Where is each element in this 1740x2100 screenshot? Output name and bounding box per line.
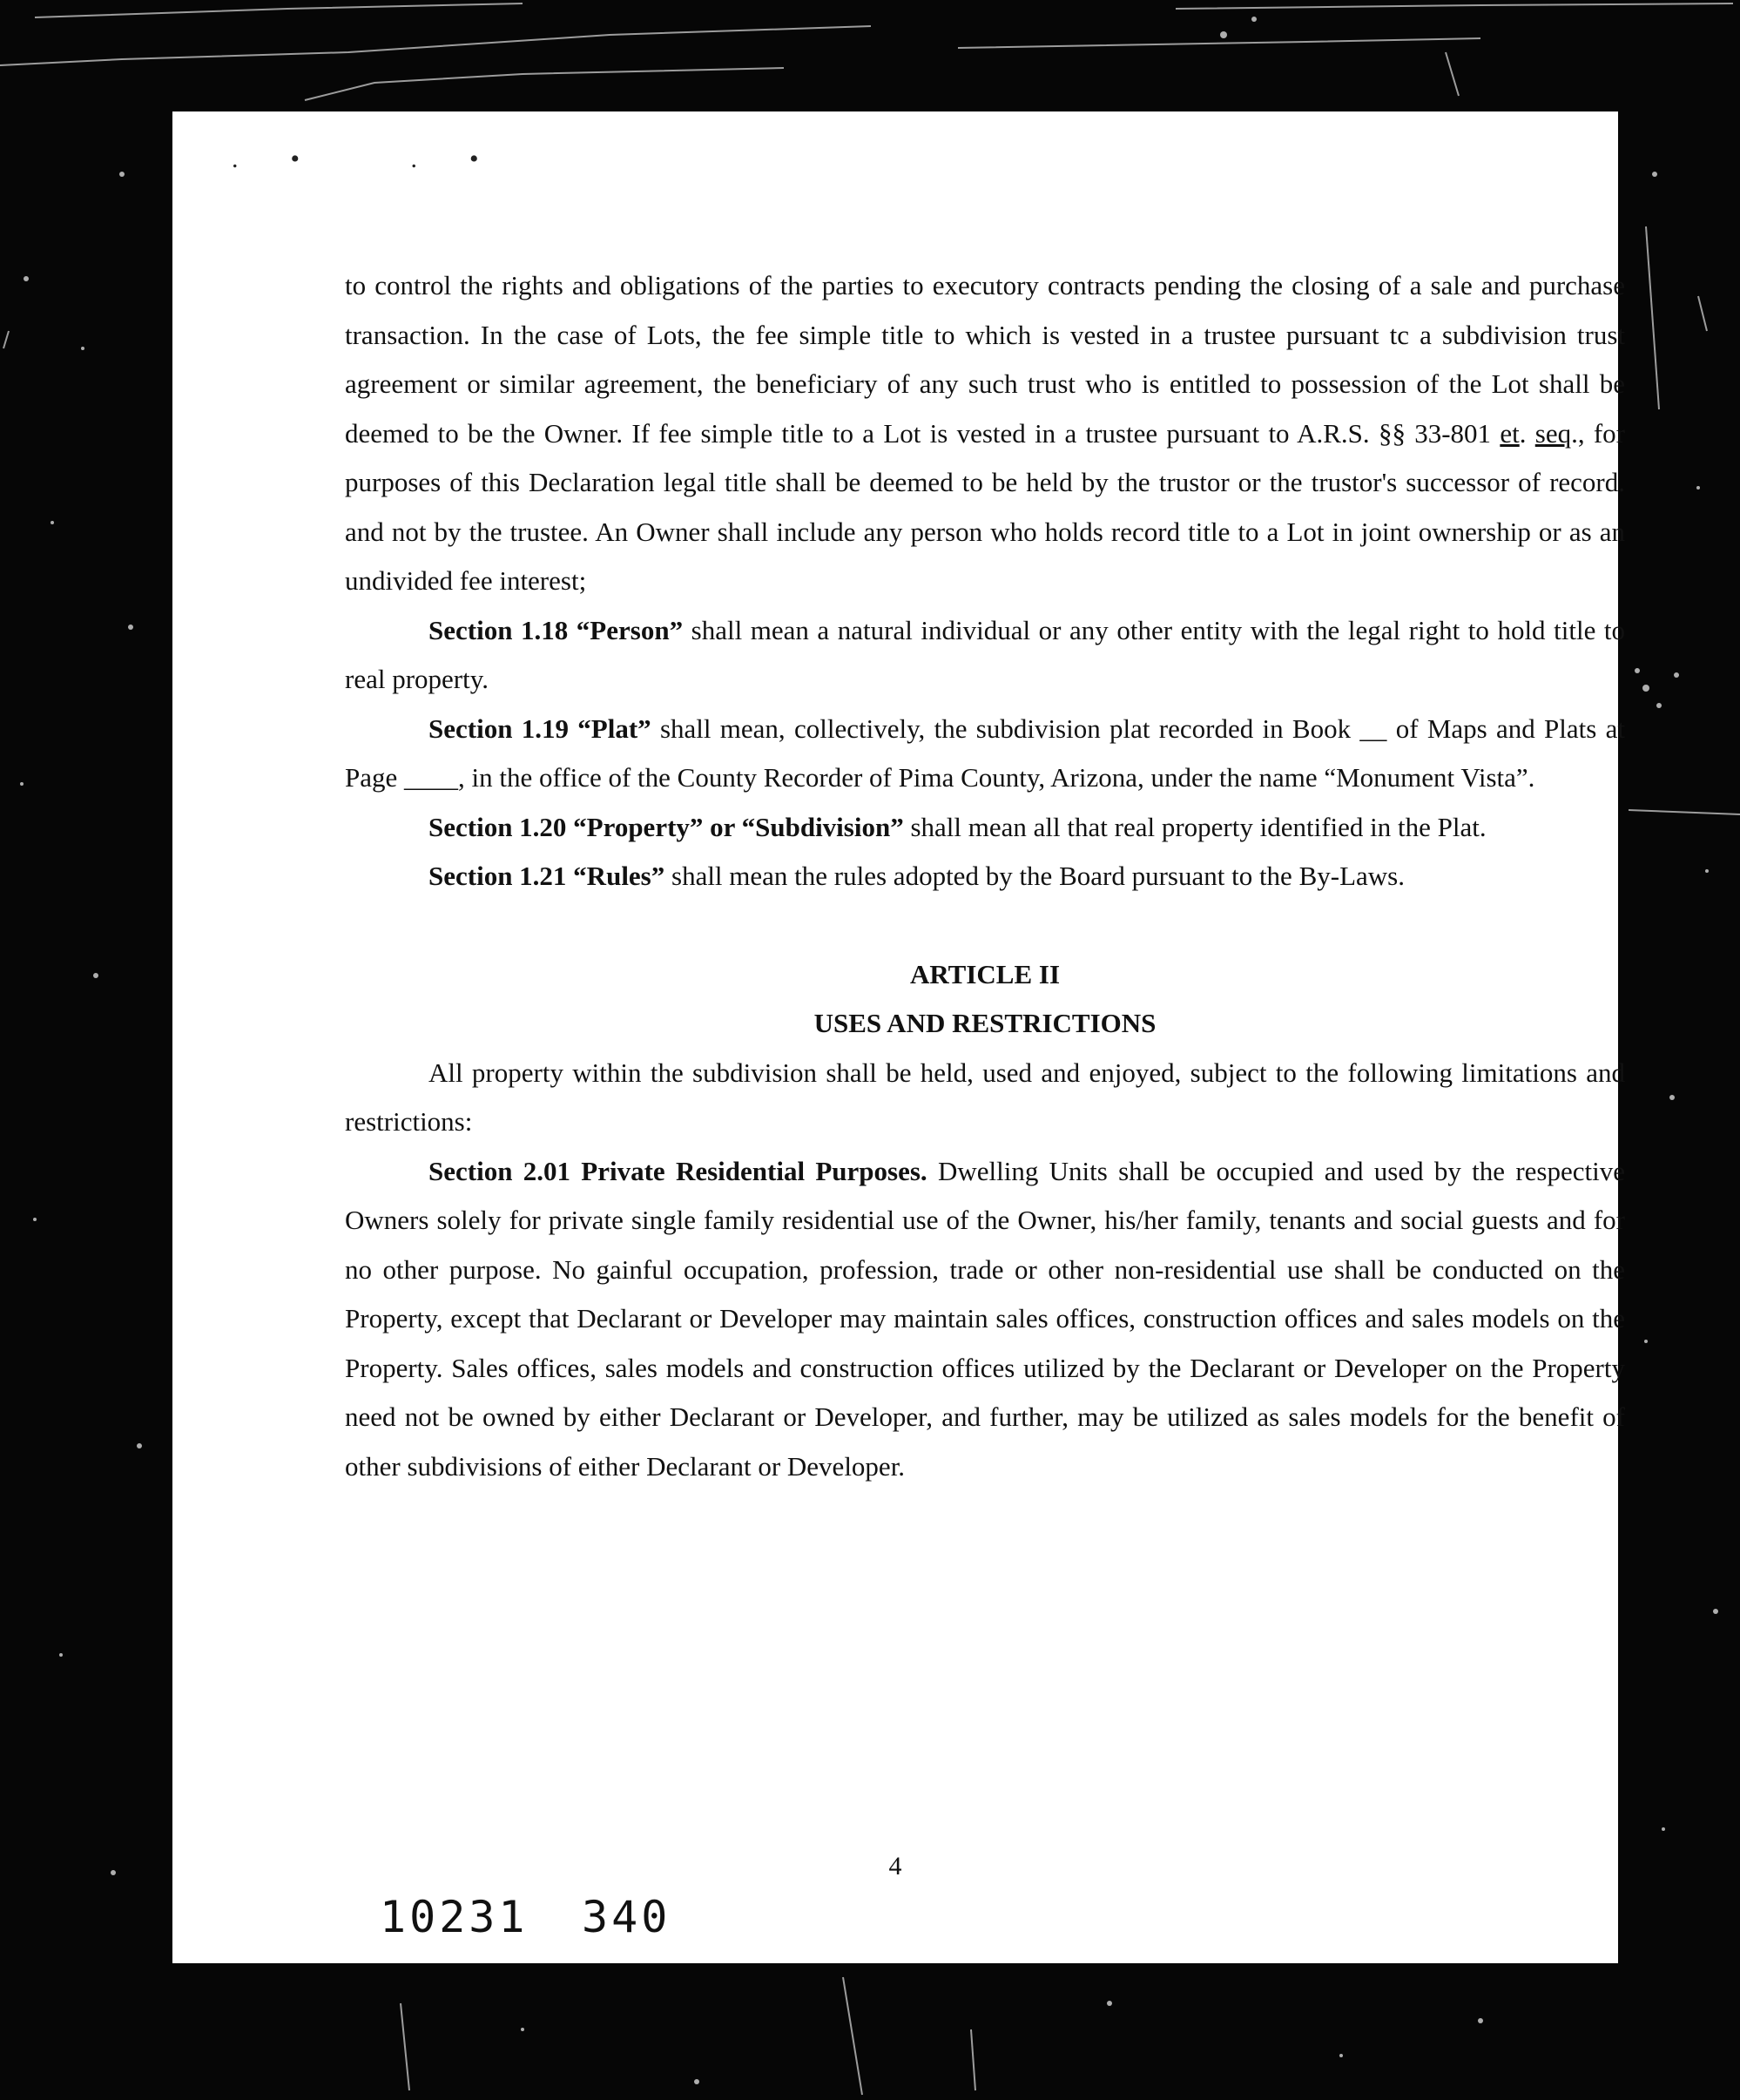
section-2-01-private-residential: Section 2.01 Private Residential Purposes. Dwelling Units shall be occupied and used by the respective Owners solely for private single family residential use of the Owner, his/her family, tenants and social guests and for no other purpose. No gainful occupation, profession, trade or other non-residential use shall be conducted on the Property, except that Declarant or Developer may maintain sales offices, construction offices and sales models on the Property. Sales offices, sales models and construction offices utilized by the Declarant or Developer on the Property need not be owned by either Declarant or Developer, and further, may be utilized as sales models for the benefit of other subdivisions of either Declarant or Developer. <box>345 1155 1625 1482</box>
document-page <box>172 111 1626 1963</box>
page-number: 4 <box>888 1852 902 1881</box>
article-intro: All property within the subdivision shall be held, used and enjoyed, subject to the following limitations and restrictions: <box>345 1057 1625 1137</box>
document-body <box>345 261 1625 1491</box>
corner-speckle-marks: .• .• <box>232 145 531 173</box>
section-1-18-person: Section 1.18 “Person” shall mean a natural individual or any other entity with the legal right to hold title to real property. <box>345 614 1626 694</box>
section-heading: Section 1.20 “Property” or “Subdivision” <box>428 811 904 842</box>
spacer <box>345 901 1625 950</box>
section-1-19-plat: Section 1.19 “Plat” shall mean, collectively, the subdivision plat recorded in Book __ of Maps and Plats at Page ____, in the office of the County Recorder of Pima County, Arizona, under the name “Monument Vista”. <box>345 712 1626 793</box>
article-heading: ARTICLE II <box>909 958 1061 989</box>
recording-docket-number: 10231 <box>380 1892 529 1942</box>
article-title: USES AND RESTRICTIONS <box>813 1008 1157 1038</box>
section-heading: Section 2.01 Private Residential Purposes. <box>428 1155 927 1186</box>
section-1-20-property: Section 1.20 “Property” or “Subdivision” shall mean all that real property identified in the Plat. <box>428 811 1487 842</box>
section-heading: Section 1.21 “Rules” <box>428 861 665 891</box>
section-1-21-rules: Section 1.21 “Rules” shall mean the rules adopted by the Board pursuant to the By-Laws. <box>428 861 1405 891</box>
section-heading: Section 1.19 “Plat” <box>428 712 651 744</box>
recording-page-number: 340 <box>582 1892 671 1942</box>
paragraph-owner-definition-continued: to control the rights and obligations of the parties to executory contracts pending the closing of a sale and purchase transaction. In the case of Lots, the fee simple title to which is vested in a trustee pursuant tc a subdivision trust agreement or similar agreement, the beneficiary of any such trust who is entitled to possession of the Lot shall be deemed to be the Owner. If fee simple title to a Lot is vested in a trustee pursuant to A.R.S. §§ 33-801 et. seq., for purposes of this Declaration legal title shall be deemed to be held by the trustor or the trustor's successor of record. and not by the trustee. An Owner shall include any person who holds record title to a Lot in joint ownership or as an undivided fee interest; <box>345 270 1626 596</box>
section-heading: Section 1.18 “Person” <box>428 614 684 645</box>
